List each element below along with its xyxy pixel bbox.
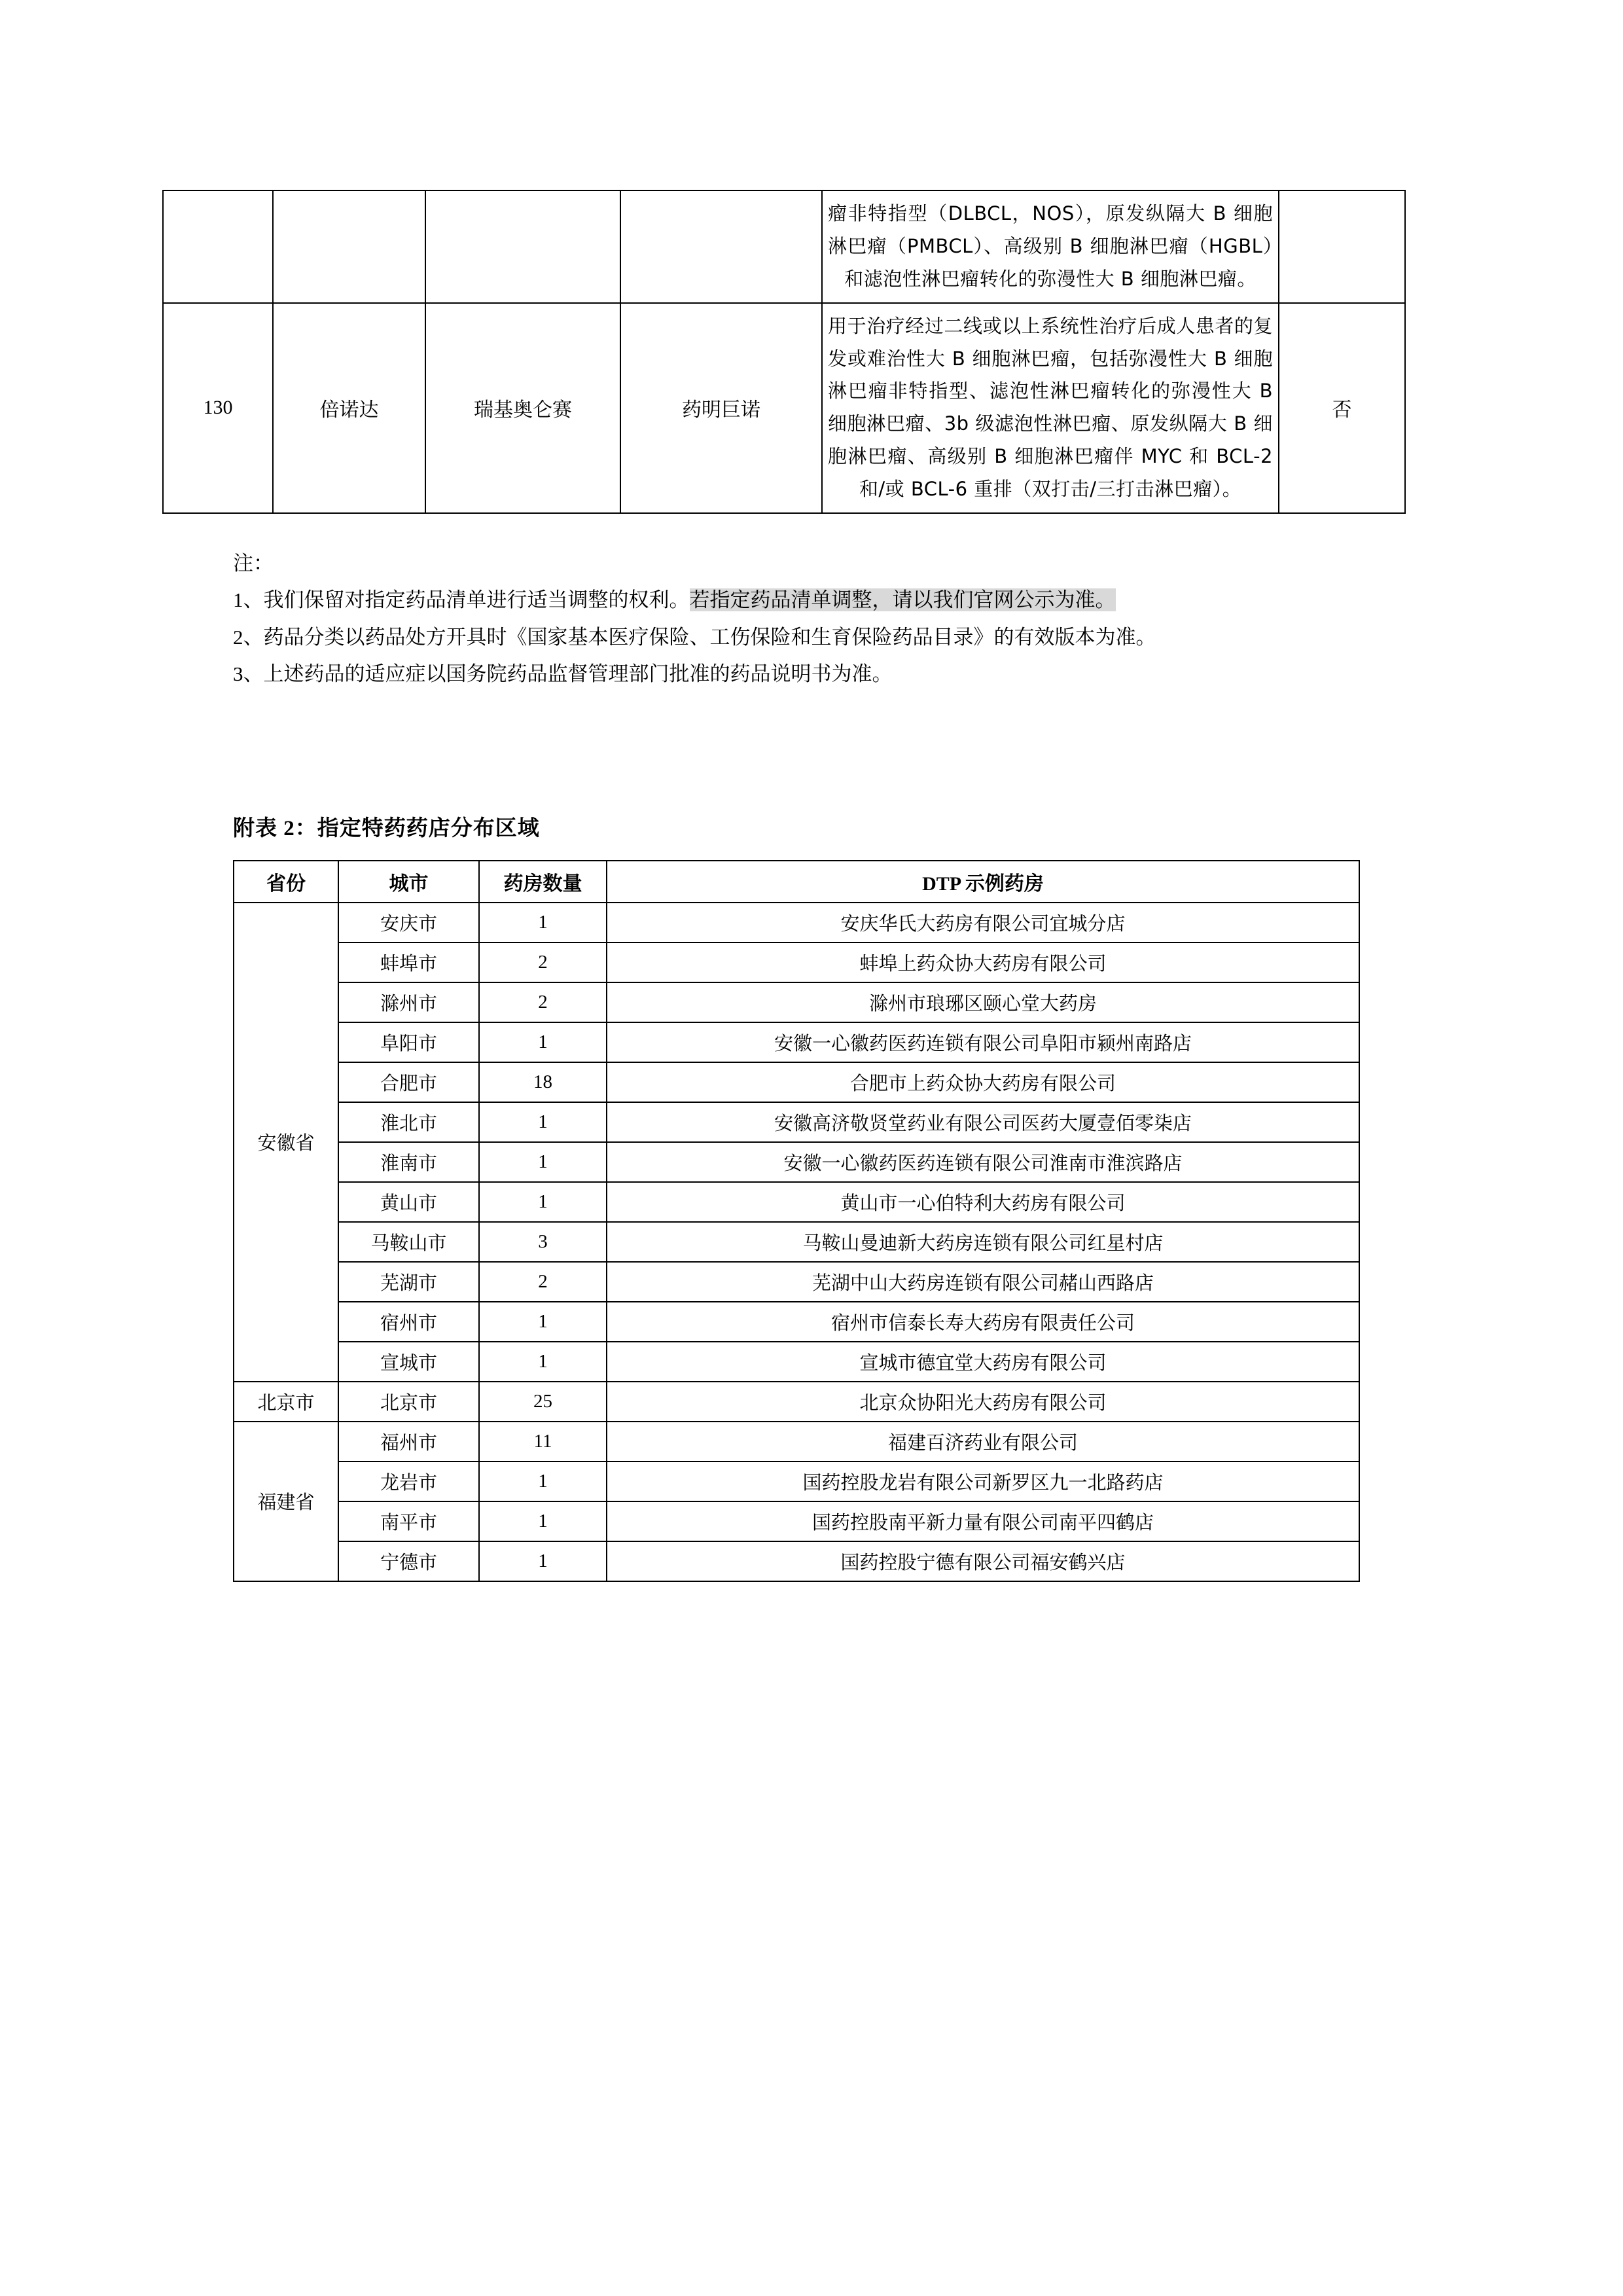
city-cell: 北京市 bbox=[338, 1382, 479, 1422]
table-row bbox=[234, 982, 1359, 1022]
drug-generic-cell bbox=[425, 190, 620, 303]
city-cell: 蚌埠市 bbox=[338, 942, 479, 982]
drug-brand-cell bbox=[273, 190, 425, 303]
city-cell: 宿州市 bbox=[338, 1302, 479, 1342]
count-cell: 1 bbox=[479, 1501, 607, 1541]
count-cell: 25 bbox=[479, 1382, 607, 1422]
table-row bbox=[163, 303, 1405, 513]
province-cell: 安徽省 bbox=[234, 903, 338, 1382]
dtp-cell: 合肥市上药众协大药房有限公司 bbox=[607, 1062, 1359, 1102]
province-cell: 北京市 bbox=[234, 1382, 338, 1422]
city-cell: 福州市 bbox=[338, 1422, 479, 1462]
city-cell: 龙岩市 bbox=[338, 1462, 479, 1501]
note-1-highlight: 若指定药品清单调整，请以我们官网公示为准。 bbox=[689, 588, 1116, 612]
dtp-cell: 福建百济药业有限公司 bbox=[607, 1422, 1359, 1462]
pharmacy-table-head bbox=[234, 861, 1359, 903]
city-cell: 马鞍山市 bbox=[338, 1222, 479, 1262]
drug-maker-cell bbox=[620, 190, 822, 303]
pharmacy-table-body bbox=[234, 903, 1359, 1581]
drug-no-cell bbox=[163, 190, 273, 303]
dtp-cell: 安徽一心徽药医药连锁有限公司阜阳市颍州南路店 bbox=[607, 1022, 1359, 1062]
table-row bbox=[234, 1142, 1359, 1182]
drug-indication-text: 瘤非特指型（DLBCL，NOS），原发纵隔大 B 细胞淋巴瘤（PMBCL）、高级别 B 细胞淋巴瘤（HGBL）和滤泡性淋巴瘤转化的弥漫性大 B 细胞淋巴瘤。 bbox=[828, 202, 1273, 290]
count-cell: 2 bbox=[479, 1262, 607, 1302]
table-row bbox=[234, 1102, 1359, 1142]
count-cell: 1 bbox=[479, 1541, 607, 1581]
city-cell: 滁州市 bbox=[338, 982, 479, 1022]
city-cell: 淮南市 bbox=[338, 1142, 479, 1182]
dtp-cell: 安徽高济敬贤堂药业有限公司医药大厦壹佰零柒店 bbox=[607, 1102, 1359, 1142]
drug-indication-text: 用于治疗经过二线或以上系统性治疗后成人患者的复发或难治性大 B 细胞淋巴瘤，包括弥漫性大 B 细胞淋巴瘤非特指型、滤泡性淋巴瘤转化的弥漫性大 B 细胞淋巴瘤、3b 级滤泡性淋巴瘤、原发纵隔大 B 细胞淋巴瘤、高级别 B 细胞淋巴瘤伴 MYC 和 BCL-2 和/或 BCL-6 重排（双打击/三打击淋巴瘤）。 bbox=[828, 314, 1273, 500]
drug-maker-cell: 药明巨诺 bbox=[620, 303, 822, 513]
count-cell: 1 bbox=[479, 1462, 607, 1501]
notes-heading: 注： bbox=[233, 551, 274, 575]
city-cell: 安庆市 bbox=[338, 903, 479, 942]
dtp-cell: 蚌埠上药众协大药房有限公司 bbox=[607, 942, 1359, 982]
count-cell: 18 bbox=[479, 1062, 607, 1102]
note-3-plain: 3、上述药品的适应症以国务院药品监督管理部门批准的药品说明书为准。 bbox=[233, 662, 893, 686]
note-item-2 bbox=[233, 619, 1346, 656]
header-count: 药房数量 bbox=[479, 861, 607, 903]
city-cell: 黄山市 bbox=[338, 1182, 479, 1222]
count-cell: 1 bbox=[479, 1182, 607, 1222]
count-cell: 2 bbox=[479, 942, 607, 982]
table-row bbox=[234, 1541, 1359, 1581]
dtp-cell: 国药控股宁德有限公司福安鹤兴店 bbox=[607, 1541, 1359, 1581]
city-cell: 南平市 bbox=[338, 1501, 479, 1541]
dtp-cell: 北京众协阳光大药房有限公司 bbox=[607, 1382, 1359, 1422]
notes-block bbox=[233, 545, 1346, 693]
appendix2-title: 附表 2：指定特药药店分布区域 bbox=[233, 816, 540, 840]
dtp-cell: 安庆华氏大药房有限公司宜城分店 bbox=[607, 903, 1359, 942]
table-row bbox=[234, 903, 1359, 942]
table-row bbox=[234, 1422, 1359, 1462]
dtp-cell: 马鞍山曼迪新大药房连锁有限公司红星村店 bbox=[607, 1222, 1359, 1262]
page-content bbox=[162, 0, 1465, 1582]
table-row bbox=[234, 1462, 1359, 1501]
dtp-cell: 安徽一心徽药医药连锁有限公司淮南市淮滨路店 bbox=[607, 1142, 1359, 1182]
count-cell: 1 bbox=[479, 1342, 607, 1382]
count-cell: 2 bbox=[479, 982, 607, 1022]
dtp-cell: 芜湖中山大药房连锁有限公司赭山西路店 bbox=[607, 1262, 1359, 1302]
drug-generic-cell: 瑞基奥仑赛 bbox=[425, 303, 620, 513]
count-cell: 1 bbox=[479, 903, 607, 942]
count-cell: 1 bbox=[479, 1142, 607, 1182]
table-row bbox=[234, 1342, 1359, 1382]
table-row bbox=[234, 1302, 1359, 1342]
table-row bbox=[234, 1382, 1359, 1422]
city-cell: 宁德市 bbox=[338, 1541, 479, 1581]
table-row bbox=[234, 1222, 1359, 1262]
table-row bbox=[163, 190, 1405, 303]
city-cell: 芜湖市 bbox=[338, 1262, 479, 1302]
count-cell: 1 bbox=[479, 1022, 607, 1062]
table-row bbox=[234, 942, 1359, 982]
note-item-1 bbox=[233, 582, 1346, 619]
drug-list-table bbox=[162, 190, 1406, 514]
header-province: 省份 bbox=[234, 861, 338, 903]
count-cell: 1 bbox=[479, 1302, 607, 1342]
header-dtp: DTP 示例药房 bbox=[607, 861, 1359, 903]
table-row bbox=[234, 1501, 1359, 1541]
count-cell: 3 bbox=[479, 1222, 607, 1262]
city-cell: 宣城市 bbox=[338, 1342, 479, 1382]
note-item-3 bbox=[233, 656, 1346, 692]
header-city: 城市 bbox=[338, 861, 479, 903]
table-row bbox=[234, 1062, 1359, 1102]
drug-indication-cell bbox=[822, 303, 1279, 513]
table-row bbox=[234, 1022, 1359, 1062]
table-row bbox=[234, 1182, 1359, 1222]
note-2-plain: 2、药品分类以药品处方开具时《国家基本医疗保险、工伤保险和生育保险药品目录》的有效版本为准。 bbox=[233, 625, 1156, 649]
note-1-plain: 1、我们保留对指定药品清单进行适当调整的权利。 bbox=[233, 588, 690, 612]
city-cell: 合肥市 bbox=[338, 1062, 479, 1102]
dtp-cell: 国药控股南平新力量有限公司南平四鹤店 bbox=[607, 1501, 1359, 1541]
dtp-cell: 滁州市琅琊区颐心堂大药房 bbox=[607, 982, 1359, 1022]
drug-table-body bbox=[163, 190, 1405, 513]
table-row bbox=[234, 1262, 1359, 1302]
dtp-cell: 黄山市一心伯特利大药房有限公司 bbox=[607, 1182, 1359, 1222]
count-cell: 11 bbox=[479, 1422, 607, 1462]
city-cell: 阜阳市 bbox=[338, 1022, 479, 1062]
dtp-cell: 国药控股龙岩有限公司新罗区九一北路药店 bbox=[607, 1462, 1359, 1501]
drug-indication-cell bbox=[822, 190, 1279, 303]
drug-flag-cell bbox=[1279, 190, 1405, 303]
dtp-cell: 宿州市信泰长寿大药房有限责任公司 bbox=[607, 1302, 1359, 1342]
count-cell: 1 bbox=[479, 1102, 607, 1142]
drug-brand-cell: 倍诺达 bbox=[273, 303, 425, 513]
dtp-cell: 宣城市德宜堂大药房有限公司 bbox=[607, 1342, 1359, 1382]
drug-flag-cell: 否 bbox=[1279, 303, 1405, 513]
drug-no-cell: 130 bbox=[163, 303, 273, 513]
province-cell: 福建省 bbox=[234, 1422, 338, 1581]
city-cell: 淮北市 bbox=[338, 1102, 479, 1142]
pharmacy-distribution-table bbox=[233, 860, 1360, 1582]
table-header-row bbox=[234, 861, 1359, 903]
